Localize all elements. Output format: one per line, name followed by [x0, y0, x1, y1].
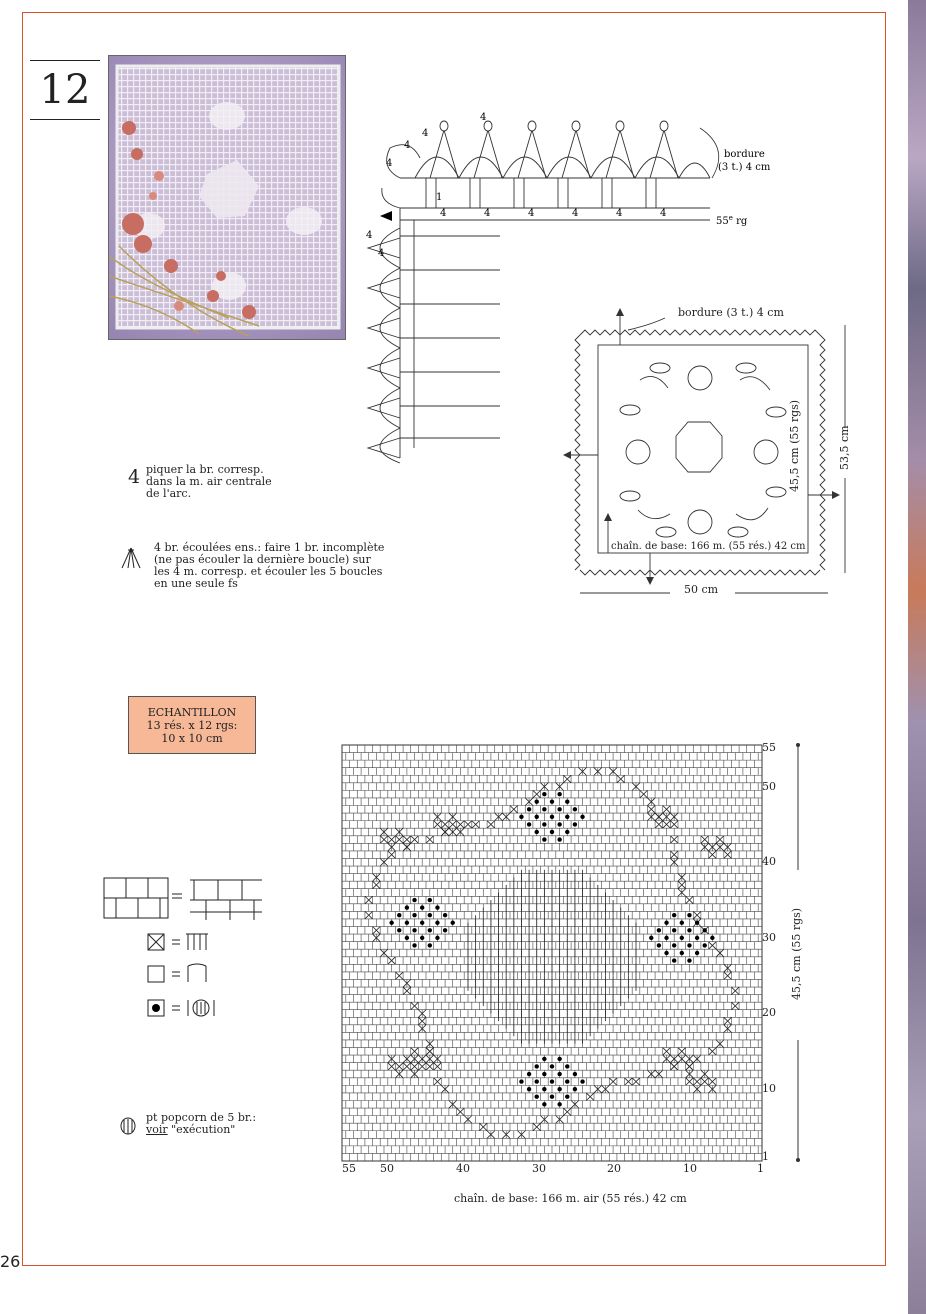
filled-cross-cell: [678, 1048, 686, 1056]
filled-cross-cell: [724, 1017, 732, 1025]
filled-cross-cell: [670, 836, 678, 844]
filled-cross-cell: [686, 1078, 694, 1086]
filled-cross-cell: [625, 1078, 633, 1086]
filled-cross-cell: [395, 972, 403, 980]
popcorn-cell: [565, 1079, 569, 1083]
filled-cross-cell: [457, 821, 465, 829]
popcorn-cell: [687, 913, 691, 917]
col-label-1: 1: [757, 1162, 764, 1175]
popcorn-cell: [535, 1095, 539, 1099]
col-label-20: 20: [607, 1162, 621, 1175]
popcorn-cell: [535, 830, 539, 834]
filled-cross-cell: [693, 1078, 701, 1086]
popcorn-cell: [428, 913, 432, 917]
filled-cross-cell: [586, 1093, 594, 1101]
filled-cross-cell: [388, 836, 396, 844]
popcorn-cell: [557, 822, 561, 826]
filled-cross-cell: [533, 790, 541, 798]
popcorn-legend-text: pt popcorn de 5 br.: voir "exécution": [146, 1111, 257, 1136]
popcorn-cell: [557, 792, 561, 796]
popcorn-cell: [695, 951, 699, 955]
row-label-30: 30: [762, 931, 776, 944]
popcorn-cell: [535, 1064, 539, 1068]
popcorn-cell: [573, 1087, 577, 1091]
filled-cross-cell: [655, 821, 663, 829]
popcorn-cell: [535, 815, 539, 819]
legend-symbol-4-text: piquer la br. corresp. dans la m. air centrale de l'arc.: [146, 463, 272, 500]
popcorn-cell: [443, 928, 447, 932]
popcorn-cell: [527, 1072, 531, 1076]
popcorn-cell: [703, 928, 707, 932]
filled-cross-cell: [426, 1048, 434, 1056]
filled-cross-cell: [663, 1048, 671, 1056]
filled-cross-cell: [434, 1078, 442, 1086]
filled-cross-cell: [670, 821, 678, 829]
svg-text:(3 t.) 4 cm: (3 t.) 4 cm: [718, 162, 771, 173]
filled-cross-cell: [640, 790, 648, 798]
filled-cross-cell: [373, 881, 381, 889]
popcorn-cell: [397, 928, 401, 932]
gauge-stitches: 13 rés. x 12 rgs:: [146, 719, 238, 732]
popcorn-cell: [565, 830, 569, 834]
popcorn-cell: [557, 1057, 561, 1061]
popcorn-cell: [580, 815, 584, 819]
legend-cluster-text: 4 br. écoulées ens.: faire 1 br. incomplète (ne pas écouler la dernière boucle) sur les 4 m. corresp. et écouler les 5 boucles en une seule fs: [154, 541, 385, 590]
popcorn-cell: [412, 943, 416, 947]
popcorn-cell: [573, 822, 577, 826]
popcorn-cell: [557, 1072, 561, 1076]
row-55-label: 55e rg: [716, 214, 748, 227]
popcorn-cell: [680, 936, 684, 940]
filled-cross-cell: [724, 972, 732, 980]
popcorn-cell: [550, 800, 554, 804]
grid-symbol-legend: [102, 872, 272, 1022]
filled-cross-cell: [670, 1063, 678, 1071]
schematic-width: 50 cm: [684, 583, 719, 596]
filled-cross-cell: [434, 821, 442, 829]
filled-cross-cell: [426, 836, 434, 844]
filled-cross-cell: [403, 836, 411, 844]
popcorn-cell: [672, 958, 676, 962]
filled-cross-cell: [487, 821, 495, 829]
filled-cross-cell: [686, 1063, 694, 1071]
popcorn-cell: [435, 921, 439, 925]
popcorn-cell: [649, 936, 653, 940]
filled-cross-cell: [479, 1123, 487, 1131]
svg-text:4: 4: [440, 208, 447, 219]
filled-cross-cell: [411, 1002, 419, 1010]
filled-cross-cell: [632, 1078, 640, 1086]
svg-text:4: 4: [386, 158, 393, 169]
schematic-base-chain: chaîn. de base: 166 m. (55 rés.) 42 cm: [611, 541, 806, 552]
popcorn-cell: [542, 1057, 546, 1061]
popcorn-cell: [657, 943, 661, 947]
filled-cross-cell: [709, 1078, 717, 1086]
filled-cross-cell: [365, 911, 373, 919]
filled-cross-cell: [464, 821, 472, 829]
filled-cross-cell: [670, 851, 678, 859]
svg-text:4: 4: [422, 128, 429, 139]
popcorn-cell: [428, 943, 432, 947]
filled-cross-cell: [663, 821, 671, 829]
filled-cross-cell: [510, 806, 518, 814]
svg-text:4: 4: [366, 230, 373, 241]
row-label-1: 1: [762, 1150, 769, 1163]
filled-cross-cell: [617, 775, 625, 783]
popcorn-cell: [412, 928, 416, 932]
popcorn-cell: [405, 936, 409, 940]
popcorn-cell: [397, 913, 401, 917]
filled-cross-cell: [418, 1063, 426, 1071]
filled-cross-cell: [533, 1123, 541, 1131]
filled-cross-cell: [609, 1078, 617, 1086]
filled-cross-cell: [701, 1078, 709, 1086]
popcorn-cell: [527, 807, 531, 811]
popcorn-cell: [550, 1095, 554, 1099]
doily-photo: [108, 55, 346, 340]
col-label-40: 40: [456, 1162, 470, 1175]
filled-cross-cell: [388, 957, 396, 965]
doily-schematic: [560, 300, 860, 610]
popcorn-cell: [573, 1072, 577, 1076]
filled-cross-cell: [731, 1002, 739, 1010]
popcorn-cell: [542, 1102, 546, 1106]
popcorn-cell: [542, 1072, 546, 1076]
filled-cross-cell: [411, 1048, 419, 1056]
popcorn-cell: [672, 913, 676, 917]
filled-cross-cell: [373, 927, 381, 935]
popcorn-cell: [565, 1064, 569, 1068]
row-label-50: 50: [762, 780, 776, 793]
popcorn-cell: [557, 807, 561, 811]
gauge-box: [128, 696, 256, 754]
popcorn-cell: [435, 936, 439, 940]
popcorn-cell: [535, 800, 539, 804]
popcorn-cell: [550, 1079, 554, 1083]
schematic-bordure-label: bordure (3 t.) 4 cm: [678, 306, 784, 319]
filled-cross-cell: [403, 987, 411, 995]
popcorn-cell: [664, 936, 668, 940]
svg-text:bordure: bordure: [724, 149, 765, 160]
schematic-outer-height: 53,5 cm: [838, 425, 851, 470]
filled-cross-cell: [403, 1063, 411, 1071]
filled-cross-cell: [365, 896, 373, 904]
col-label-50: 50: [380, 1162, 394, 1175]
chart-base-chain: chaîn. de base: 166 m. air (55 rés.) 42 cm: [454, 1192, 687, 1205]
svg-text:4: 4: [660, 208, 667, 219]
col-label-30: 30: [532, 1162, 546, 1175]
cluster-stitch-icon: [120, 546, 142, 570]
filled-cross-cell: [663, 806, 671, 814]
popcorn-cell: [412, 913, 416, 917]
popcorn-cell: [680, 951, 684, 955]
svg-text:4: 4: [480, 112, 487, 123]
popcorn-cell: [573, 807, 577, 811]
popcorn-cell: [687, 943, 691, 947]
popcorn-cell: [703, 943, 707, 947]
popcorn-cell: [550, 830, 554, 834]
popcorn-cell: [687, 928, 691, 932]
popcorn-cell: [542, 822, 546, 826]
filled-cross-cell: [701, 836, 709, 844]
popcorn-cell: [389, 921, 393, 925]
pattern-number: 12: [30, 60, 100, 120]
page-number: 26: [0, 1252, 21, 1271]
schematic-inner-height: 45,5 cm (55 rgs): [788, 399, 801, 492]
popcorn-cell: [519, 815, 523, 819]
filled-cross-cell: [686, 896, 694, 904]
popcorn-cell: [557, 1087, 561, 1091]
filled-cross-cell: [395, 1063, 403, 1071]
popcorn-cell: [527, 1087, 531, 1091]
popcorn-cell: [664, 921, 668, 925]
popcorn-cell: [535, 1079, 539, 1083]
popcorn-cell: [657, 928, 661, 932]
popcorn-cell: [565, 800, 569, 804]
popcorn-cell: [565, 815, 569, 819]
popcorn-cell: [420, 921, 424, 925]
popcorn-cell: [557, 1102, 561, 1106]
popcorn-cell: [550, 815, 554, 819]
popcorn-icon: [118, 1116, 138, 1136]
popcorn-cell: [680, 921, 684, 925]
svg-text:4: 4: [528, 208, 535, 219]
popcorn-cell: [695, 921, 699, 925]
svg-text:4: 4: [404, 140, 411, 151]
filet-chart: [330, 733, 810, 1173]
row-label-10: 10: [762, 1082, 776, 1095]
filled-cross-cell: [709, 1048, 717, 1056]
popcorn-cell: [557, 837, 561, 841]
popcorn-cell: [664, 951, 668, 955]
chart-vertical-label: 45,5 cm (55 rgs): [790, 907, 803, 1000]
filled-cross-cell: [388, 1063, 396, 1071]
filled-cross-cell: [693, 911, 701, 919]
filled-cross-cell: [380, 836, 388, 844]
filled-cross-cell: [388, 851, 396, 859]
svg-text:1: 1: [436, 192, 443, 203]
legend-symbol-4: 4: [128, 466, 141, 488]
svg-text:4: 4: [616, 208, 623, 219]
svg-text:4: 4: [484, 208, 491, 219]
popcorn-cell: [687, 958, 691, 962]
row-label-40: 40: [762, 855, 776, 868]
filled-cross-cell: [716, 836, 724, 844]
popcorn-cell: [672, 943, 676, 947]
filled-cross-cell: [418, 1017, 426, 1025]
filled-cross-cell: [731, 987, 739, 995]
filled-cross-cell: [395, 836, 403, 844]
gauge-size: 10 x 10 cm: [161, 732, 223, 745]
popcorn-cell: [451, 921, 455, 925]
filled-cross-cell: [724, 851, 732, 859]
filled-cross-cell: [411, 836, 419, 844]
popcorn-cell: [420, 936, 424, 940]
gauge-title: ECHANTILLON: [147, 706, 237, 719]
popcorn-cell: [542, 1087, 546, 1091]
filled-cross-cell: [457, 1108, 465, 1116]
popcorn-cell: [405, 905, 409, 909]
filled-cross-cell: [647, 806, 655, 814]
filled-cross-cell: [449, 821, 457, 829]
popcorn-cell: [672, 928, 676, 932]
popcorn-cell: [443, 913, 447, 917]
col-label-55: 55: [342, 1162, 356, 1175]
filled-cross-cell: [411, 1063, 419, 1071]
col-label-10: 10: [683, 1162, 697, 1175]
filled-cross-cell: [709, 942, 717, 950]
popcorn-cell: [580, 1079, 584, 1083]
popcorn-cell: [542, 837, 546, 841]
popcorn-cell: [405, 921, 409, 925]
filled-cross-cell: [426, 1063, 434, 1071]
popcorn-cell: [435, 905, 439, 909]
filled-cross-cell: [472, 821, 480, 829]
filled-cross-cell: [563, 1108, 571, 1116]
popcorn-cell: [710, 936, 714, 940]
popcorn-cell: [565, 1095, 569, 1099]
svg-text:4: 4: [378, 248, 385, 259]
filled-cross-cell: [563, 775, 571, 783]
filled-cross-cell: [434, 1063, 442, 1071]
row-label-20: 20: [762, 1006, 776, 1019]
popcorn-cell: [420, 905, 424, 909]
filled-cross-cell: [678, 881, 686, 889]
svg-text:4: 4: [572, 208, 579, 219]
popcorn-cell: [428, 928, 432, 932]
popcorn-cell: [542, 792, 546, 796]
popcorn-cell: [550, 1064, 554, 1068]
row-label-55: 55: [762, 741, 776, 754]
adjacent-page-edge: [908, 0, 926, 1314]
popcorn-cell: [519, 1079, 523, 1083]
popcorn-cell: [695, 936, 699, 940]
popcorn-cell: [542, 807, 546, 811]
popcorn-cell: [428, 898, 432, 902]
popcorn-cell: [527, 822, 531, 826]
popcorn-cell: [412, 898, 416, 902]
filled-cross-cell: [709, 851, 717, 859]
filled-cross-cell: [441, 821, 449, 829]
